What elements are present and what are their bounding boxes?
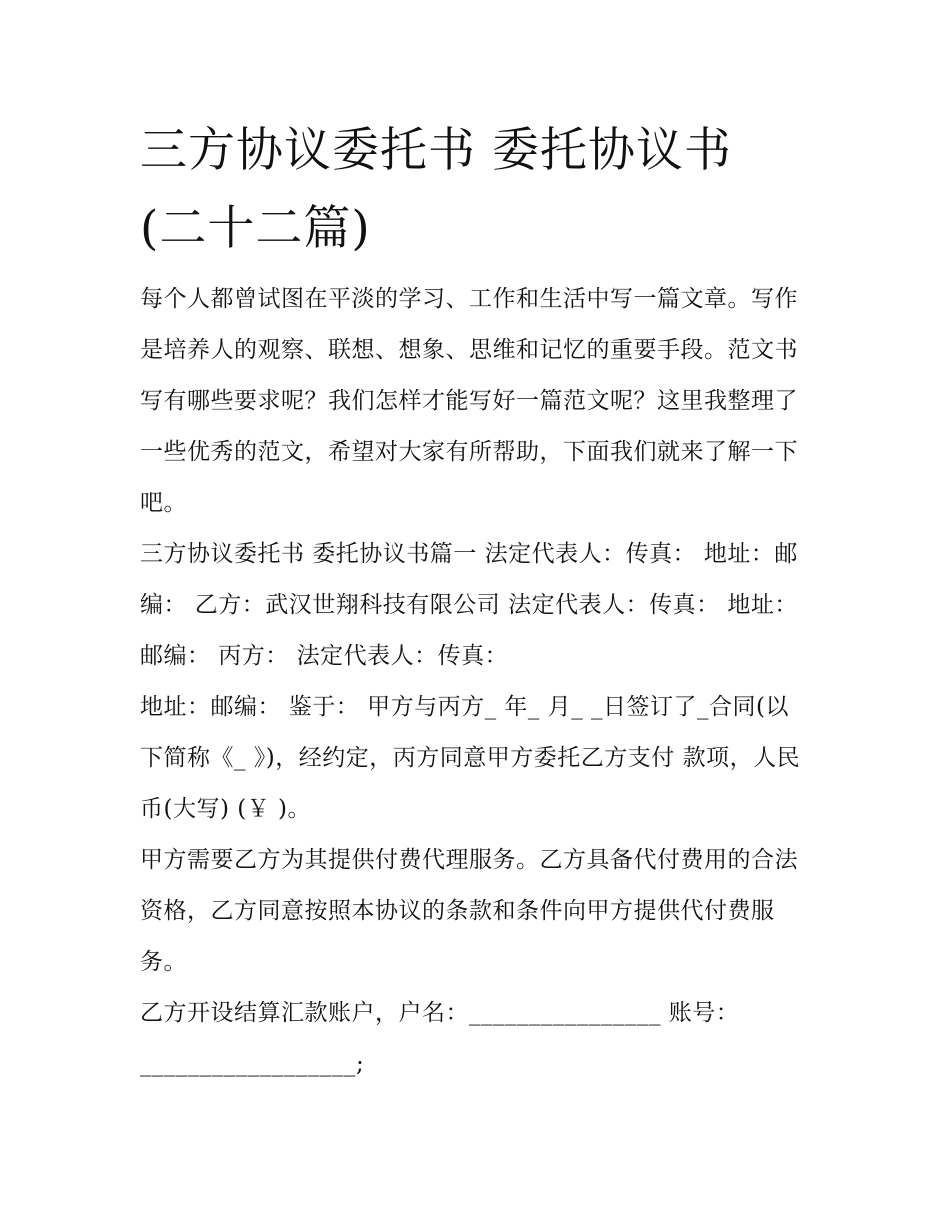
service-paragraph: 甲方需要乙方为其提供付费代理服务。乙方具备代付费用的合法资格，乙方同意按照本协议的条款和条件向甲方提供代付费服务。 [140,847,798,975]
document-title [140,112,830,268]
title-line-2: (二十二篇) [140,201,371,256]
parties-paragraph: 三方协议委托书 委托协议书篇一 法定代表人：传真： 地址：邮编： 乙方：武汉世翔科技有限公司 法定代表人：传真： 地址：邮编： 丙方： 法定代表人：传真： [140,541,798,669]
intro-paragraph: 每个人都曾试图在平淡的学习、工作和生活中写一篇文章。写作是培养人的观察、联想、想象、思维和记忆的重要手段。范文书写有哪些要求呢？我们怎样才能写好一篇范文呢？这里我整理了一些优秀的范文，希望对大家有所帮助，下面我们就来了解一下吧。 [140,286,798,516]
account-paragraph: 乙方开设结算汇款账户，户名：________________ 账号：__________________; [140,1000,740,1077]
title-line-1: 三方协议委托书 委托协议书 [140,123,732,178]
whereas-paragraph: 地址：邮编： 鉴于： 甲方与丙方_ 年_ 月_ _日签订了_合同(以下简称《_ 》)，经约定，丙方同意甲方委托乙方支付 款项，人民币(大写) (￥ )。 [140,694,801,822]
document-body [140,274,812,1090]
